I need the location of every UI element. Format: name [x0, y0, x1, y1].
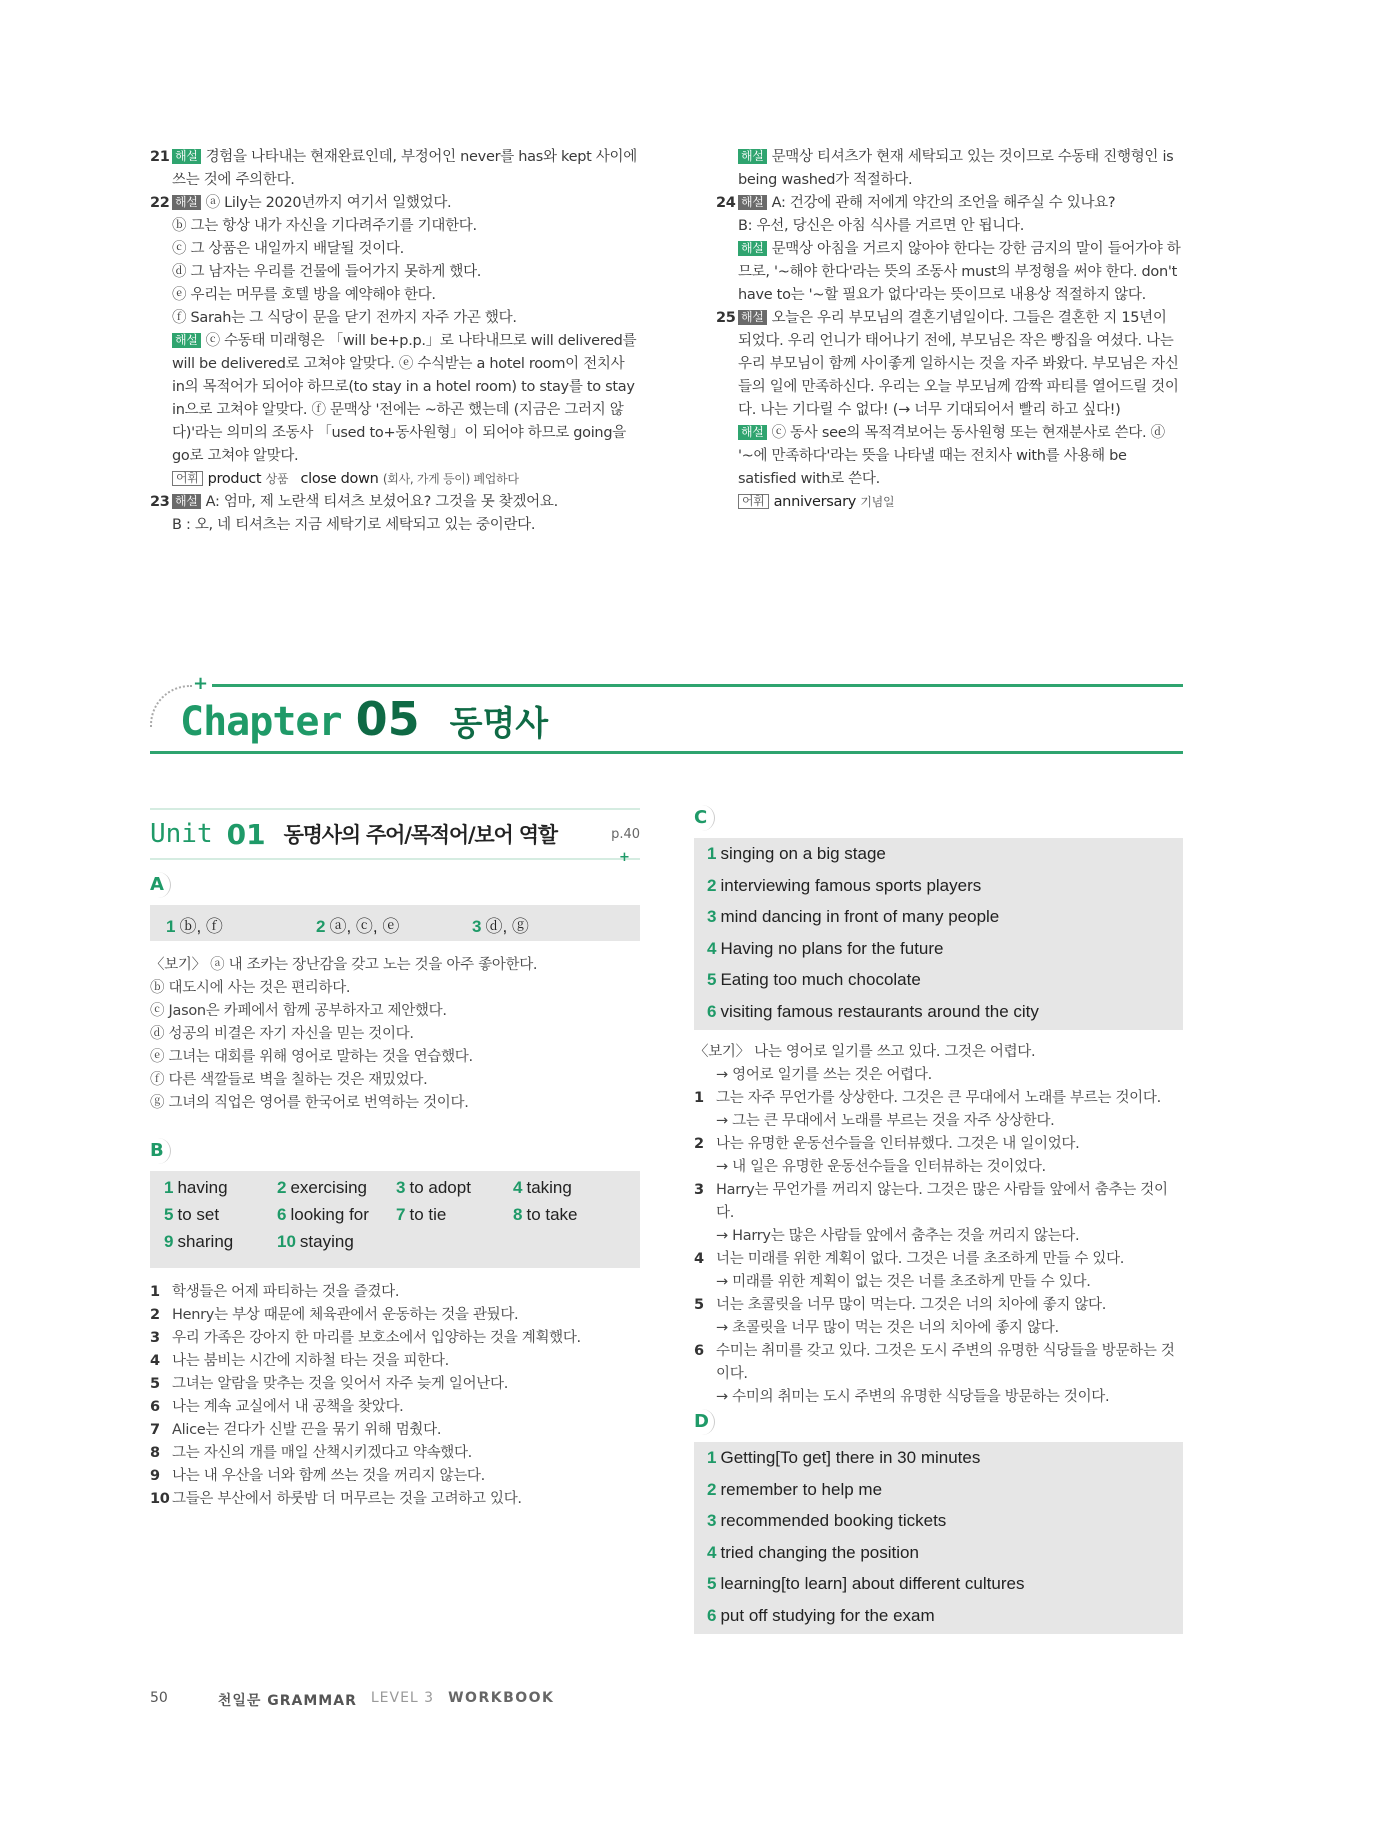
example-answer: → 영어로 일기를 쓰는 것은 어렵다. — [716, 1067, 932, 1083]
example-sentence: 〈보기〉 ⓐ 내 조카는 장난감을 갖고 노는 것을 아주 좋아한다. — [150, 957, 538, 973]
answer-number: 4 — [707, 1542, 717, 1562]
answer-number: 2 — [707, 875, 717, 895]
answer-text: recommended booking tickets — [720, 1511, 947, 1530]
answer-item — [164, 1205, 219, 1225]
explanation-row — [150, 261, 640, 284]
section-a-answers — [150, 905, 640, 941]
chapter-title — [180, 692, 548, 746]
example-sentence: ⓒ Jason은 카페에서 함께 공부하자고 제안했다. — [150, 1003, 447, 1019]
explanation-row — [150, 146, 640, 192]
answer-text: taking — [526, 1178, 572, 1197]
answer-text: visiting famous restaurants around the city — [720, 1001, 1039, 1021]
page-footer — [150, 1690, 554, 1710]
section-c-notes — [694, 1041, 1183, 1409]
example-question: 〈보기〉 나는 영어로 일기를 쓰고 있다. 그것은 어렵다. — [694, 1044, 1036, 1060]
explanation-badge: 해설 — [738, 241, 767, 256]
answer-number: 2 — [707, 1479, 717, 1499]
footer-brand: 천일문 GRAMMAR — [217, 1693, 357, 1709]
explanation-row — [150, 215, 640, 238]
answer-item — [707, 1511, 946, 1531]
answer-text: exercising — [290, 1178, 368, 1197]
vocab-word: anniversary — [773, 494, 857, 510]
unit-title: 동명사의 주어/목적어/보어 역할 — [283, 823, 557, 847]
vocab-badge: 어휘 — [172, 471, 203, 486]
explanation-row — [150, 238, 640, 261]
answer-text: Having no plans for the future — [720, 938, 944, 958]
answer-item — [513, 1205, 578, 1225]
translation-text: 너는 초콜릿을 너무 많이 먹는다. 그것은 너의 치아에 좋지 않다. — [716, 1297, 1107, 1313]
section-d-answers — [694, 1442, 1183, 1634]
vocab-meaning: (회사, 가게 등이) 폐업하다 — [382, 472, 519, 486]
explanation-text: ⓒ 수동태 미래형은 「will be+p.p.」로 나타내므로 will delivered를 will be delivered로 고쳐야 알맞다. ⓔ 수식받는 a hotel room이 전치사 in의 목적어가 되어야 하므로(to stay in a hotel room) to stay를 to stay in으로 고쳐야 알맞다. ⓕ 문맥상 '전에는 ~하곤 했는데 (지금은 그러지 않다)'라는 의미의 조동사 「used to+동사원형」이 되어야 하므로 going을 go로 고쳐야 알맞다. — [172, 333, 637, 464]
explanation-row — [716, 422, 1183, 491]
answer-item — [707, 876, 981, 896]
translation-row — [694, 1294, 1183, 1317]
vocab-word: close down — [300, 471, 379, 487]
translation-row — [150, 1419, 640, 1442]
answer-item — [707, 1543, 919, 1563]
explanation-text: ⓑ 그는 항상 내가 자신을 기다려주기를 기대한다. — [172, 218, 477, 234]
explanation-text: 문맥상 아침을 거르지 않아야 한다는 강한 금지의 말이 들어가야 하므로, '~해야 한다'라는 뜻의 조동사 must의 부정형을 써야 한다. don't have to는 '~할 필요가 없다'라는 뜻이므로 내용상 적절하지 않다. — [738, 241, 1181, 303]
translation-text: Harry는 무언가를 꺼리지 않는다. 그것은 많은 사람들 앞에서 춤추는 것이다. — [716, 1182, 1168, 1221]
item-number: 7 — [150, 1422, 160, 1438]
answer-text: tried changing the position — [720, 1542, 919, 1562]
translation-answer: → 수미의 취미는 도시 주변의 유명한 식당들을 방문하는 것이다. — [716, 1389, 1110, 1405]
translation-text: 나는 계속 교실에서 내 공책을 찾았다. — [172, 1399, 404, 1415]
answer-item — [707, 907, 999, 927]
answer-item — [396, 1205, 446, 1225]
translation-row — [694, 1248, 1183, 1271]
unit-number: 01 — [226, 817, 266, 851]
answer-text: Getting[To get] there in 30 minutes — [720, 1448, 981, 1467]
answer-text: staying — [299, 1232, 354, 1251]
item-number: 22 — [150, 195, 170, 211]
explanation-text: ⓒ 동사 see의 목적격보어는 동사원형 또는 현재분사로 쓴다. ⓓ '~에 만족하다'라는 뜻을 나타낼 때는 전치사 with를 사용해 be satisfied with로 쓴다. — [738, 425, 1165, 487]
answer-number: 1 — [164, 1178, 174, 1197]
translation-text: 그들은 부산에서 하룻밤 더 머무르는 것을 고려하고 있다. — [172, 1491, 522, 1507]
chapter-name: 동명사 — [449, 704, 549, 744]
answer-text: to set — [177, 1205, 220, 1224]
answer-number: 1 — [707, 1448, 717, 1467]
translation-row — [150, 1442, 640, 1465]
translation-row — [150, 1350, 640, 1373]
answer-number: 5 — [707, 970, 717, 989]
item-number: 10 — [150, 1491, 170, 1507]
item-number: 24 — [716, 195, 736, 211]
answer-item — [277, 1232, 354, 1252]
translation-row — [694, 1340, 1183, 1386]
example-sentence: ⓕ 다른 색깔들로 벽을 칠하는 것은 재밌었다. — [150, 1072, 428, 1088]
answer-number: 3 — [396, 1178, 406, 1197]
explanation-text: ⓓ 그 남자는 우리를 건물에 들어가지 못하게 했다. — [172, 264, 482, 280]
example-sentence: ⓓ 성공의 비결은 자기 자신을 믿는 것이다. — [150, 1026, 414, 1042]
explanation-text: B: 우선, 당신은 아침 식사를 거르면 안 됩니다. — [738, 218, 1025, 234]
answer-number: 9 — [164, 1232, 174, 1251]
translation-row — [150, 1327, 640, 1350]
section-label-a: A — [150, 872, 171, 898]
explanation-text: ⓕ Sarah는 그 식당이 문을 닫기 전까지 자주 가곤 했다. — [172, 310, 517, 326]
answer-number: 6 — [707, 1605, 717, 1625]
footer-level: LEVEL 3 — [370, 1690, 435, 1706]
answer-text: to take — [526, 1205, 578, 1224]
answer-item — [166, 912, 223, 937]
translation-text: 그는 자주 무언가를 상상한다. 그것은 큰 무대에서 노래를 부르는 것이다. — [716, 1090, 1161, 1106]
translation-row — [694, 1179, 1183, 1225]
explanation-row — [150, 514, 640, 537]
explanation-text: B : 오, 네 티셔츠는 지금 세탁기로 세탁되고 있는 중이란다. — [172, 517, 536, 533]
answer-item — [277, 1205, 369, 1225]
answer-number: 3 — [472, 917, 482, 936]
explanation-row — [716, 215, 1183, 238]
item-number: 5 — [150, 1376, 160, 1392]
answer-number: 3 — [707, 1511, 717, 1530]
translation-text: 나는 내 우산을 너와 함께 쓰는 것을 꺼리지 않는다. — [172, 1468, 485, 1484]
answer-item — [707, 1606, 935, 1626]
translation-answer: → Harry는 많은 사람들 앞에서 춤추는 것을 꺼리지 않는다. — [716, 1228, 1080, 1244]
item-number: 25 — [716, 310, 736, 326]
section-a-notes — [150, 954, 640, 1115]
section-label-d: D — [694, 1409, 715, 1435]
item-number: 9 — [150, 1468, 160, 1484]
explanation-text: 문맥상 티셔츠가 현재 세탁되고 있는 것이므로 수동태 진행형인 is being washed가 적절하다. — [738, 149, 1174, 188]
explanation-text: 오늘은 우리 부모님의 결혼기념일이다. 그들은 결혼한 지 15년이 되었다. 우리 언니가 태어나기 전에, 부모님은 작은 빵집을 여셨다. 나는 우리 부모님이 함께 사이좋게 일하시는 것을 자주 봐왔다. 부모님은 자신들의 일에 만족하신다. 우리는 오늘 부모님께 깜짝 파티를 열어드릴 것이다. 나는 기다릴 수 없다! (→ 너무 기대되어서 빨리 하고 싶다!) — [738, 310, 1179, 418]
answer-text: having — [177, 1178, 228, 1197]
translation-text: 그녀는 알람을 맞추는 것을 잊어서 자주 늦게 일어난다. — [172, 1376, 509, 1392]
translation-answer: → 그는 큰 무대에서 노래를 부르는 것을 자주 상상한다. — [716, 1113, 1055, 1129]
answer-item — [277, 1178, 367, 1198]
answer-item — [707, 1574, 1024, 1594]
translation-text: 우리 가족은 강아지 한 마리를 보호소에서 입양하는 것을 계획했다. — [172, 1330, 581, 1346]
item-number: 5 — [694, 1297, 704, 1313]
unit-word: Unit — [150, 819, 213, 849]
section-b-answers — [150, 1171, 640, 1268]
answer-item — [164, 1232, 233, 1252]
explanation-row — [150, 307, 640, 330]
answer-text: sharing — [177, 1232, 234, 1251]
answer-text: to tie — [409, 1205, 447, 1224]
plus-icon: + — [619, 850, 630, 865]
answer-number: 2 — [316, 917, 326, 936]
explanation-text: 경험을 나타내는 현재완료인데, 부정어인 never를 has와 kept 사이에 쓰는 것에 주의한다. — [172, 149, 637, 188]
answer-text: looking for — [290, 1205, 369, 1224]
item-number: 2 — [694, 1136, 704, 1152]
page-number: 50 — [150, 1690, 168, 1706]
translation-row — [150, 1304, 640, 1327]
answer-number: 1 — [707, 844, 717, 863]
explanation-badge: 해설 — [172, 149, 201, 164]
answer-text: mind dancing in front of many people — [720, 907, 1000, 926]
translation-text: 학생들은 어제 파티하는 것을 즐겼다. — [172, 1284, 400, 1300]
translation-text: 수미는 취미를 갖고 있다. 그것은 도시 주변의 유명한 식당들을 방문하는 것이다. — [716, 1343, 1175, 1382]
answer-number: 6 — [707, 1001, 717, 1021]
translation-text: 그는 자신의 개를 매일 산책시키겠다고 약속했다. — [172, 1445, 472, 1461]
answer-text: interviewing famous sports players — [720, 875, 982, 895]
explanation-row — [716, 491, 1183, 514]
chapter-word: Chapter — [180, 699, 342, 745]
explanation-badge: 해설 — [172, 195, 201, 210]
item-number: 21 — [150, 149, 170, 165]
item-number: 6 — [150, 1399, 160, 1415]
explanation-row — [150, 284, 640, 307]
answer-number: 7 — [396, 1205, 406, 1224]
translation-row — [694, 1087, 1183, 1110]
explanation-badge: 해설 — [738, 310, 767, 325]
explanation-text: A: 엄마, 제 노란색 티셔츠 보셨어요? 그것을 못 찾겠어요. — [205, 494, 558, 510]
example-sentence: ⓑ 대도시에 사는 것은 편리하다. — [150, 980, 351, 996]
answer-item — [513, 1178, 572, 1198]
translation-text: Alice는 걷다가 신발 끈을 묶기 위해 멈췄다. — [172, 1422, 442, 1438]
answer-number: 4 — [513, 1178, 523, 1197]
answer-text: ⓑ, ⓕ — [179, 917, 223, 936]
answer-item — [472, 912, 529, 937]
explanation-row — [716, 146, 1183, 192]
chapter-number: 05 — [355, 692, 420, 746]
item-number: 3 — [150, 1330, 160, 1346]
translation-row — [150, 1488, 640, 1511]
explanation-row — [150, 491, 640, 514]
answer-text: ⓐ, ⓒ, ⓔ — [329, 917, 400, 936]
translation-answer: → 미래를 위한 계획이 없는 것은 너를 초조하게 만들 수 있다. — [716, 1274, 1091, 1290]
answer-text: Eating too much chocolate — [720, 970, 921, 989]
unit-page-ref: p.40 — [611, 826, 640, 842]
footer-book: WORKBOOK — [448, 1690, 555, 1706]
answer-number: 2 — [277, 1178, 287, 1197]
item-number: 6 — [694, 1343, 704, 1359]
section-b-notes — [150, 1281, 640, 1511]
translation-row — [150, 1281, 640, 1304]
answer-text: put off studying for the exam — [720, 1605, 935, 1625]
item-number: 1 — [694, 1090, 704, 1106]
translation-text: 나는 유명한 운동선수들을 인터뷰했다. 그것은 내 일이었다. — [716, 1136, 1080, 1152]
prev-answers-right — [716, 146, 1183, 514]
unit-header — [150, 808, 640, 860]
answer-item — [707, 970, 921, 990]
vocab-word: product — [207, 471, 262, 487]
vocab-meaning: 상품 — [265, 472, 289, 486]
item-number: 4 — [150, 1353, 160, 1369]
explanation-row — [716, 238, 1183, 307]
answer-text: ⓓ, ⓖ — [485, 917, 529, 936]
translation-answer: → 초콜릿을 너무 많이 먹는 것은 너의 치아에 좋지 않다. — [716, 1320, 1059, 1336]
explanation-row — [716, 192, 1183, 215]
answer-number: 3 — [707, 907, 717, 926]
translation-text: 너는 미래를 위한 계획이 없다. 그것은 너를 초조하게 만들 수 있다. — [716, 1251, 1125, 1267]
answer-item — [707, 844, 886, 864]
answer-text: singing on a big stage — [720, 844, 886, 863]
explanation-badge: 해설 — [738, 425, 767, 440]
vocab-badge: 어휘 — [738, 494, 769, 509]
example-sentence: ⓖ 그녀의 직업은 영어를 한국어로 번역하는 것이다. — [150, 1095, 469, 1111]
answer-item — [707, 1448, 980, 1468]
explanation-badge: 해설 — [172, 494, 201, 509]
translation-text: 나는 붐비는 시간에 지하철 타는 것을 피한다. — [172, 1353, 449, 1369]
section-label-c: C — [694, 805, 715, 831]
explanation-row — [150, 330, 640, 468]
translation-answer: → 내 일은 유명한 운동선수들을 인터뷰하는 것이었다. — [716, 1159, 1046, 1175]
section-label-b: B — [150, 1138, 171, 1164]
translation-row — [150, 1373, 640, 1396]
explanation-text: ⓐ Lily는 2020년까지 여기서 일했었다. — [205, 195, 452, 211]
translation-row — [150, 1396, 640, 1419]
plus-icon: + — [193, 673, 209, 694]
answer-number: 6 — [277, 1205, 287, 1224]
answer-number: 5 — [707, 1574, 717, 1593]
vocab-meaning: 기념일 — [860, 495, 895, 509]
item-number: 2 — [150, 1307, 160, 1323]
answer-number: 8 — [513, 1205, 523, 1224]
example-sentence: ⓔ 그녀는 대회를 위해 영어로 말하는 것을 연습했다. — [150, 1049, 473, 1065]
item-number: 1 — [150, 1284, 160, 1300]
prev-answers-left — [150, 146, 640, 537]
answer-number: 4 — [707, 938, 717, 958]
explanation-text: ⓒ 그 상품은 내일까지 배달될 것이다. — [172, 241, 404, 257]
chapter-top-rule — [212, 684, 1183, 687]
explanation-badge: 해설 — [738, 195, 767, 210]
explanation-text: A: 건강에 관해 저에게 약간의 조언을 해주실 수 있나요? — [771, 195, 1116, 211]
answer-number: 1 — [166, 917, 176, 936]
translation-row — [150, 1465, 640, 1488]
answer-item — [707, 939, 944, 959]
section-c-answers — [694, 838, 1183, 1030]
explanation-row — [150, 192, 640, 215]
translation-row — [694, 1133, 1183, 1156]
explanation-badge: 해설 — [738, 149, 767, 164]
answer-text: to adopt — [409, 1178, 471, 1197]
answer-item — [164, 1178, 228, 1198]
item-number: 23 — [150, 494, 170, 510]
explanation-row — [716, 307, 1183, 422]
answer-item — [396, 1178, 471, 1198]
answer-text: learning[to learn] about different cultures — [720, 1574, 1025, 1593]
item-number: 8 — [150, 1445, 160, 1461]
item-number: 3 — [694, 1182, 704, 1198]
explanation-row — [150, 468, 640, 491]
answer-item — [707, 1002, 1039, 1022]
item-number: 4 — [694, 1251, 704, 1267]
answer-text: remember to help me — [720, 1479, 883, 1499]
answer-number: 10 — [277, 1232, 296, 1251]
explanation-text: ⓔ 우리는 머무를 호텔 방을 예약해야 한다. — [172, 287, 436, 303]
explanation-badge: 해설 — [172, 333, 201, 348]
answer-item — [707, 1480, 882, 1500]
answer-number: 5 — [164, 1205, 174, 1224]
chapter-bottom-rule — [150, 751, 1183, 754]
translation-text: Henry는 부상 때문에 체육관에서 운동하는 것을 관뒀다. — [172, 1307, 519, 1323]
answer-item — [316, 912, 399, 937]
